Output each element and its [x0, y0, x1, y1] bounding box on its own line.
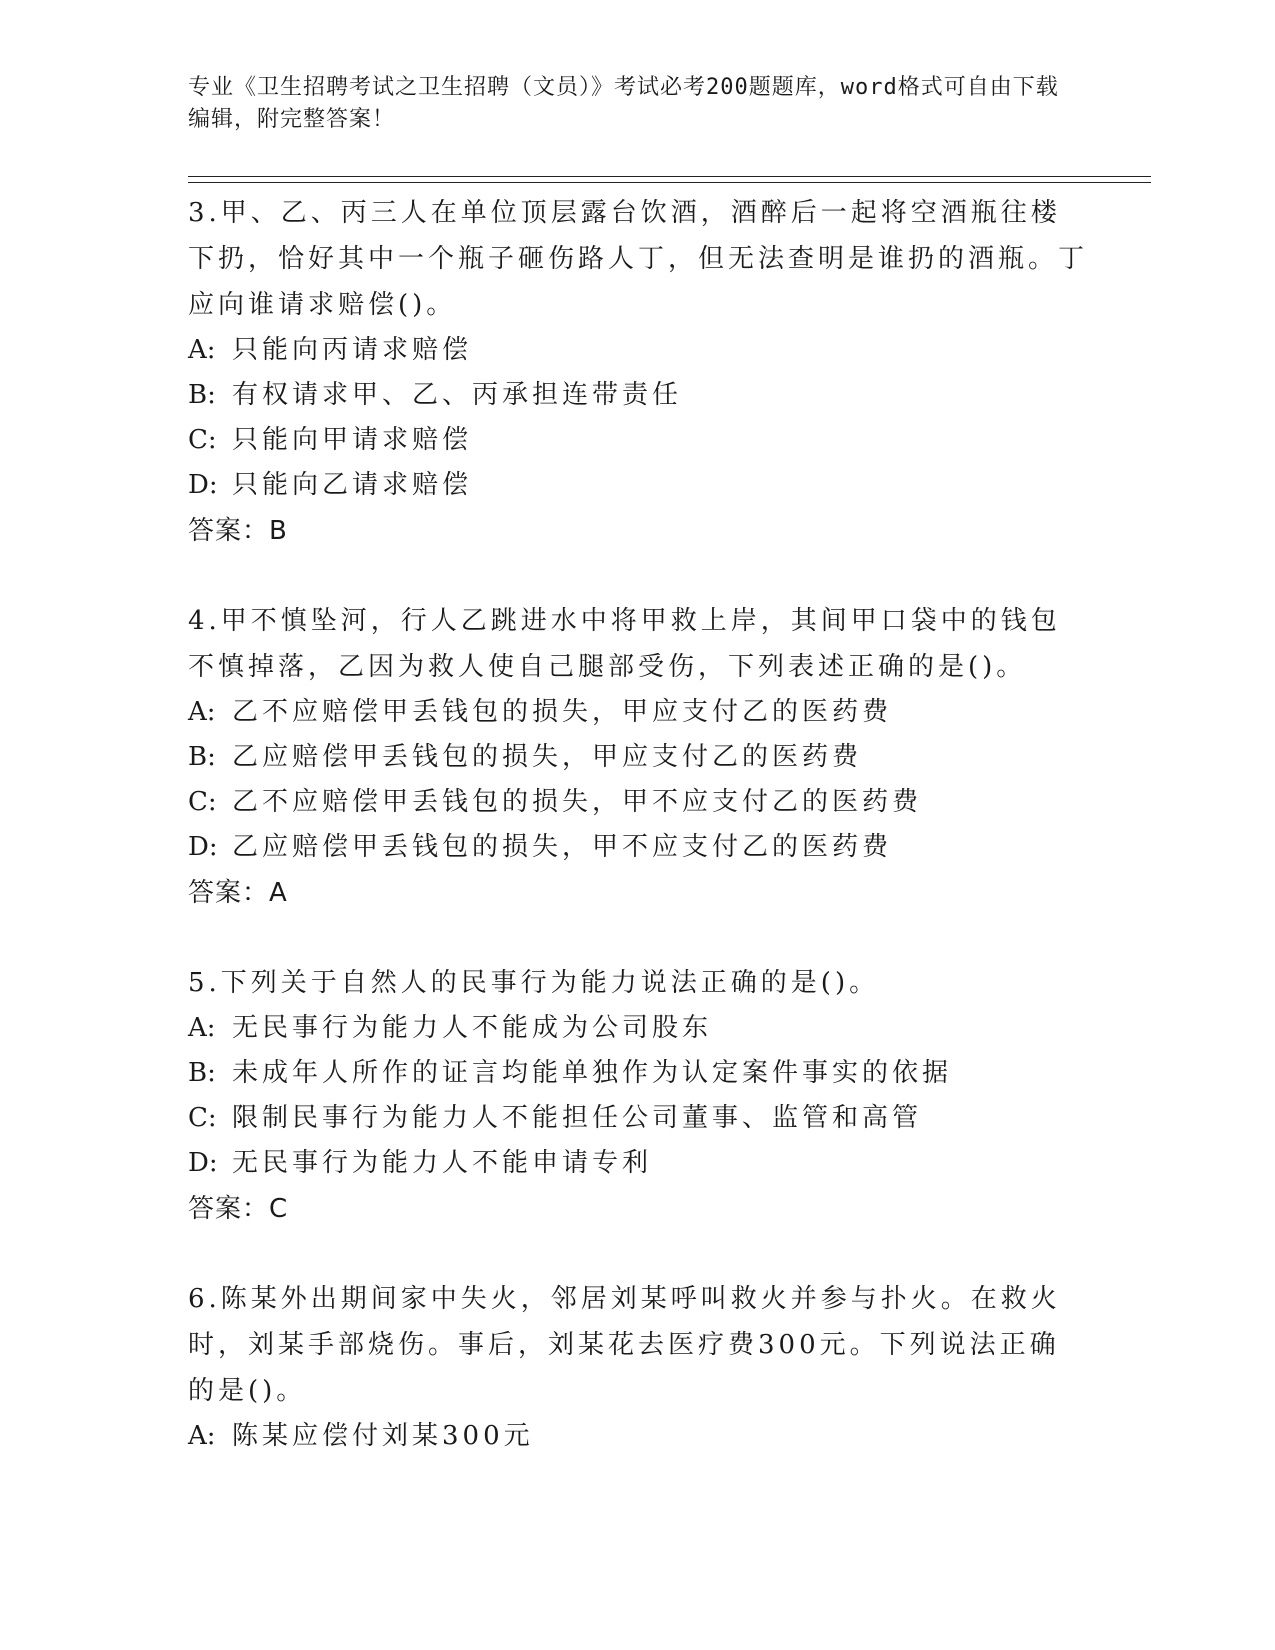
answer-line: 答案：C — [188, 1194, 289, 1224]
option-d — [188, 1141, 1088, 1186]
option-text: 乙应赔偿甲丢钱包的损失，甲不应支付乙的医药费 — [232, 832, 893, 862]
question-stem: 5.下列关于自然人的民事行为能力说法正确的是()。 — [188, 968, 880, 998]
option-key: D: — [188, 470, 218, 500]
question-list — [188, 190, 1088, 1503]
question-3 — [188, 190, 1088, 554]
option-key: D: — [188, 832, 218, 862]
option-text: 乙不应赔偿甲丢钱包的损失，甲应支付乙的医药费 — [232, 697, 893, 727]
option-key: D: — [188, 1148, 218, 1178]
option-key: B: — [188, 742, 216, 772]
option-key: C: — [188, 425, 217, 455]
answer-line: 答案：A — [188, 878, 288, 908]
option-d — [188, 463, 1088, 508]
header-rule-bottom — [188, 182, 1151, 183]
option-text: 只能向乙请求赔偿 — [232, 470, 473, 500]
option-b — [188, 373, 1088, 418]
option-key: A: — [188, 335, 216, 365]
option-text: 无民事行为能力人不能申请专利 — [232, 1148, 653, 1178]
option-key: B: — [188, 1058, 216, 1088]
option-key: B: — [188, 380, 216, 410]
question-stem: 4.甲不慎坠河，行人乙跳进水中将甲救上岸，其间甲口袋中的钱包不慎掉落，乙因为救人使自己腿部受伤，下列表述正确的是()。 — [188, 606, 1061, 682]
option-text: 无民事行为能力人不能成为公司股东 — [232, 1013, 713, 1043]
option-key: A: — [188, 697, 216, 727]
question-4 — [188, 598, 1088, 916]
option-c — [188, 780, 1088, 825]
option-a — [188, 690, 1088, 735]
option-a — [188, 1414, 1088, 1459]
question-6 — [188, 1276, 1088, 1459]
option-text: 只能向甲请求赔偿 — [232, 425, 473, 455]
option-text: 未成年人所作的证言均能单独作为认定案件事实的依据 — [232, 1058, 953, 1088]
header-rule-top — [188, 176, 1151, 177]
option-key: A: — [188, 1421, 216, 1451]
option-c — [188, 418, 1088, 463]
document-header: 专业《卫生招聘考试之卫生招聘（文员）》考试必考200题题库，word格式可自由下载编辑，附完整答案！ — [188, 75, 1059, 132]
option-text: 只能向丙请求赔偿 — [232, 335, 473, 365]
question-5 — [188, 960, 1088, 1232]
option-key: C: — [188, 1103, 217, 1133]
option-text: 乙应赔偿甲丢钱包的损失，甲应支付乙的医药费 — [232, 742, 863, 772]
option-key: A: — [188, 1013, 216, 1043]
option-text: 限制民事行为能力人不能担任公司董事、监管和高管 — [232, 1103, 923, 1133]
option-b — [188, 1051, 1088, 1096]
option-b — [188, 735, 1088, 780]
question-stem: 6.陈某外出期间家中失火，邻居刘某呼叫救火并参与扑火。在救火时，刘某手部烧伤。事后，刘某花去医疗费300元。下列说法正确的是()。 — [188, 1284, 1061, 1406]
answer-line: 答案：B — [188, 516, 288, 546]
option-a — [188, 328, 1088, 373]
question-stem: 3.甲、乙、丙三人在单位顶层露台饮酒，酒醉后一起将空酒瓶往楼下扔，恰好其中一个瓶子砸伤路人丁，但无法查明是谁扔的酒瓶。丁应向谁请求赔偿()。 — [188, 198, 1089, 320]
option-key: C: — [188, 787, 217, 817]
option-c — [188, 1096, 1088, 1141]
option-a — [188, 1006, 1088, 1051]
option-text: 乙不应赔偿甲丢钱包的损失，甲不应支付乙的医药费 — [232, 787, 923, 817]
option-text: 陈某应偿付刘某300元 — [232, 1421, 534, 1451]
option-text: 有权请求甲、乙、丙承担连带责任 — [232, 380, 683, 410]
option-d — [188, 825, 1088, 870]
